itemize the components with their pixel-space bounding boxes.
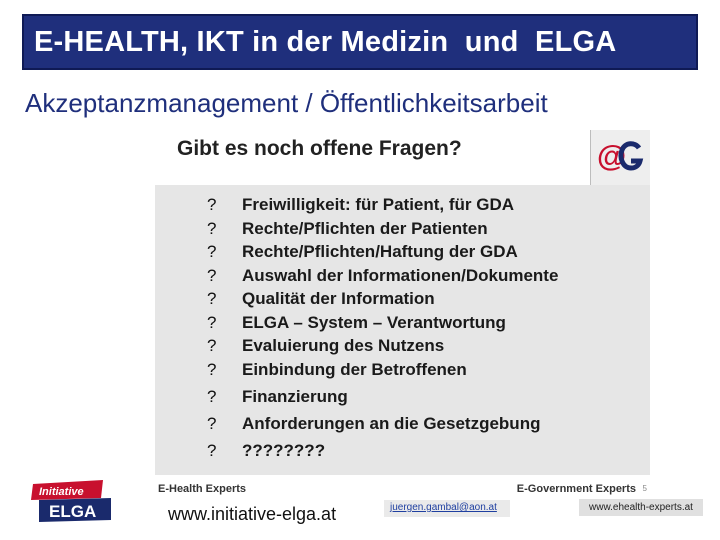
question-item bbox=[155, 289, 650, 313]
question-item bbox=[155, 266, 650, 290]
question-item bbox=[155, 242, 650, 266]
question-text: ELGA – System – Verantwortung bbox=[242, 312, 506, 332]
question-mark: ? bbox=[207, 195, 217, 214]
question-text: Qualität der Information bbox=[242, 289, 435, 308]
question-text: Rechte/Pflichten/Haftung der GDA bbox=[242, 242, 518, 261]
question-text: Evaluierung des Nutzens bbox=[242, 336, 445, 355]
header-title-bar bbox=[22, 14, 698, 70]
slide-footer bbox=[155, 478, 650, 500]
question-mark: ? bbox=[207, 386, 217, 406]
question-mark: ? bbox=[207, 218, 217, 238]
question-mark: ? bbox=[207, 440, 217, 460]
question-text: Finanzierung bbox=[242, 386, 348, 406]
question-text: Auswahl der Informationen/Dokumente bbox=[242, 265, 559, 285]
question-item bbox=[155, 387, 650, 414]
question-item bbox=[155, 414, 650, 441]
question-item bbox=[155, 336, 650, 360]
website-link[interactable]: www.initiative-elga.at bbox=[168, 504, 337, 524]
question-text: Freiwilligkeit: für Patient, für GDA bbox=[242, 195, 515, 214]
footer-egovernment-experts: E-Government Experts bbox=[516, 483, 636, 495]
question-mark: ? bbox=[207, 242, 217, 261]
at-g-logo-icon bbox=[595, 134, 647, 180]
page-title: E-HEALTH, IKT in der Medizin und ELGA bbox=[34, 25, 617, 58]
embedded-slide bbox=[155, 130, 650, 475]
question-item bbox=[155, 313, 650, 337]
page-subtitle: Akzeptanzmanagement / Öffentlichkeitsarbeit bbox=[25, 88, 548, 118]
question-item bbox=[155, 360, 650, 387]
question-mark: ? bbox=[207, 312, 217, 332]
logo-elga-text: ELGA bbox=[49, 502, 97, 521]
question-text: Einbindung der Betroffenen bbox=[242, 359, 467, 379]
question-mark: ? bbox=[207, 265, 217, 285]
question-mark: ? bbox=[207, 413, 217, 433]
question-mark: ? bbox=[207, 289, 217, 308]
slide-heading: Gibt es noch offene Fragen? bbox=[177, 137, 462, 160]
svg-text:@: @ bbox=[597, 140, 627, 173]
initiative-elga-logo bbox=[25, 478, 125, 524]
question-text: Rechte/Pflichten der Patienten bbox=[242, 218, 488, 238]
question-text: Anforderungen an die Gesetzgebung bbox=[242, 413, 541, 433]
email-link[interactable]: juergen.gambal@aon.at bbox=[384, 500, 510, 517]
question-mark: ? bbox=[207, 336, 217, 355]
question-item bbox=[155, 219, 650, 243]
logo-box bbox=[590, 130, 650, 185]
question-item bbox=[155, 195, 650, 219]
ehealth-experts-link[interactable]: www.ehealth-experts.at bbox=[579, 499, 703, 516]
question-list bbox=[155, 195, 650, 468]
question-item bbox=[155, 441, 650, 468]
page-mark: 5 bbox=[642, 484, 647, 493]
slide-header bbox=[155, 130, 650, 185]
question-mark: ? bbox=[207, 359, 217, 379]
logo-initiative-text: Initiative bbox=[39, 486, 84, 498]
question-text: ???????? bbox=[242, 440, 326, 460]
footer-ehealth-experts: E-Health Experts bbox=[158, 483, 247, 495]
